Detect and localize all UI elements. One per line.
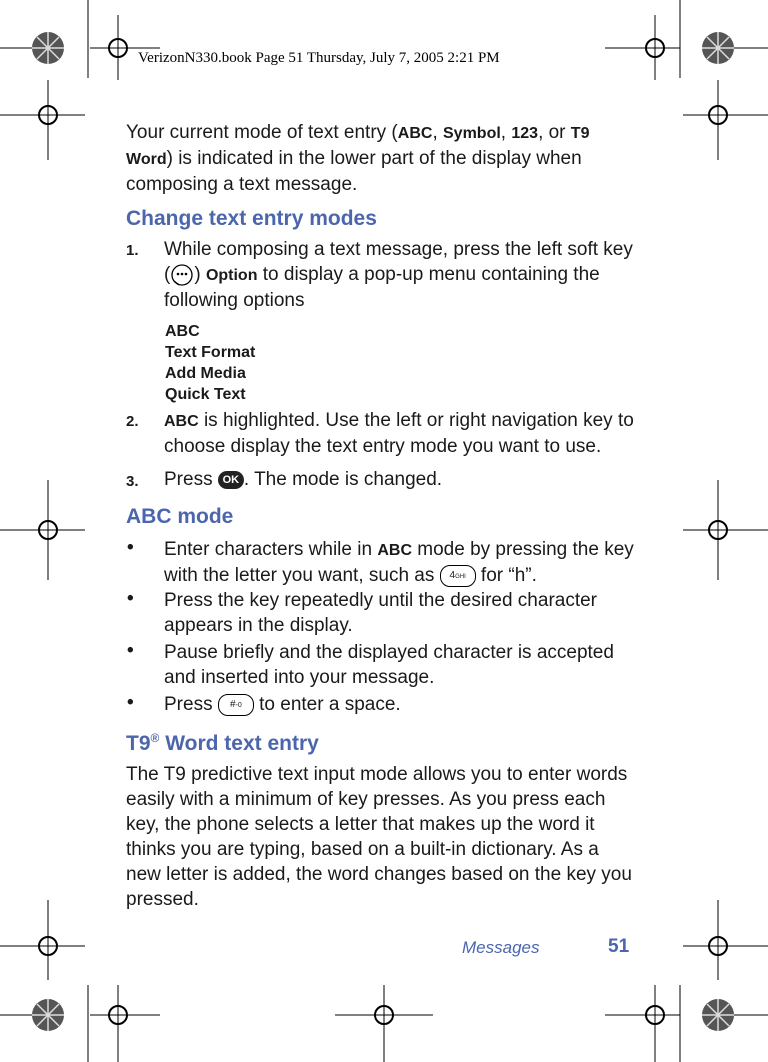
intro-paragraph: Your current mode of text entry (ABC, Symbol, 123, or T9 Word) is indicated in the lower part of the display when composing a text message.: [126, 122, 590, 195]
key-4-ghi-icon: 4GHI: [440, 565, 476, 587]
step-2-text: ABC is highlighted. Use the left or right navigation key to choose display the text entry mode you want to use.: [164, 410, 634, 457]
key-hash-space-icon: #-0: [218, 694, 254, 716]
option-text-format: Text Format: [165, 344, 256, 361]
step-3-text: Press OK . The mode is changed.: [164, 469, 443, 490]
footer-section-name: Messages: [462, 938, 540, 957]
step-3-number: 3.: [126, 473, 139, 490]
step-1-text: While composing a text message, press the left soft key ( ) Option to display a pop-up menu containing the following options: [164, 239, 633, 311]
bullet: •: [127, 537, 134, 558]
heading-change-text-entry-modes: Change text entry modes: [126, 207, 377, 230]
ok-key-icon: OK: [218, 471, 244, 489]
bullet-3-text: Pause briefly and the displayed character is accepted and inserted into your message.: [164, 642, 614, 688]
left-soft-key-icon: [170, 263, 194, 287]
step-2-number: 2.: [126, 413, 139, 430]
heading-t9-word-text-entry: T9® Word text entry: [126, 731, 319, 755]
bullet: •: [127, 692, 134, 713]
bullet-4-text: Press #-0 to enter a space.: [164, 694, 401, 715]
option-abc: ABC: [165, 323, 200, 340]
option-quick-text: Quick Text: [165, 386, 246, 403]
bullet-2-text: Press the key repeatedly until the desired character appears in the display.: [164, 590, 598, 636]
bullet: •: [127, 588, 134, 609]
heading-abc-mode: ABC mode: [126, 505, 234, 528]
option-add-media: Add Media: [165, 365, 246, 382]
bullet: •: [127, 640, 134, 661]
print-header: VerizonN330.book Page 51 Thursday, July 7, 2005 2:21 PM: [138, 50, 500, 66]
step-1-number: 1.: [126, 242, 139, 259]
t9-body-paragraph: The T9 predictive text input mode allows you to enter words easily with a minimum of key presses. As you press each key, the phone selects a letter that makes up the word it thinks you are typing, based on a built-in dictionary. As a new letter is added, the word changes based on the key you pressed.: [126, 764, 632, 910]
bullet-1-text: Enter characters while in ABC mode by pressing the key with the letter you want, such as 4GHI for “h”.: [164, 539, 634, 586]
footer-page-number: 51: [608, 936, 630, 957]
